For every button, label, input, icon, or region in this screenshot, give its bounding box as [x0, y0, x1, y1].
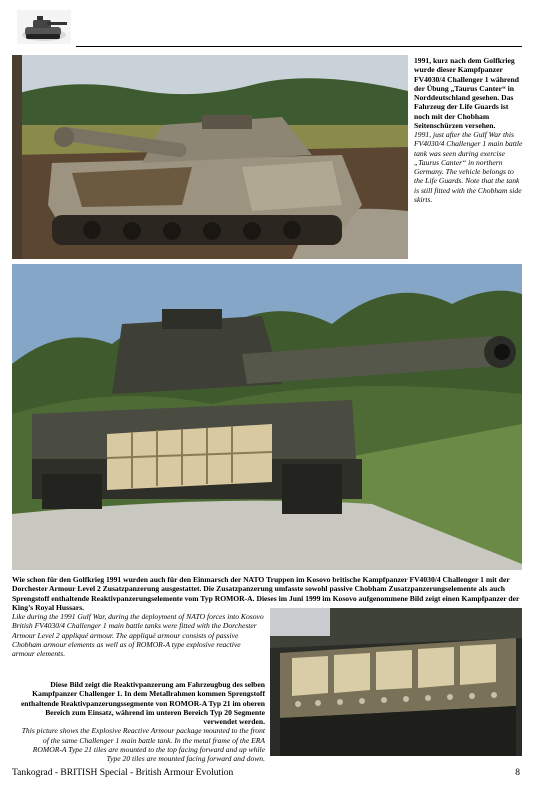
caption-top-de: 1991, kurz nach dem Golfkrieg wurde dieser Kampfpanzer FV4030/4 Challenger 1 während der Übung „Taurus Canter“ in Norddeutschland gesehen. Das Fahrzeug der Life Guards ist noch mit der Chobham Seitenschürzen versehen. [414, 56, 519, 130]
caption-top [414, 56, 524, 204]
photo-challenger-kosovo [12, 264, 522, 570]
caption-middle-en-block [12, 612, 265, 658]
caption-bottom [20, 680, 265, 763]
header-rule [76, 46, 522, 47]
caption-middle [12, 575, 524, 612]
footer-title: Tankograd - BRITISH Special - British Armour Evolution [12, 768, 234, 778]
caption-bottom-en: This picture shows the Explosive Reactive Armour package mounted to the front of the same Challenger 1 main battle tank. In the metal frame of the ERA ROMOR-A Type 21 tiles are mounted to the top facing forward and up while Type 20 tiles are mounted facing forward and down. [21, 726, 265, 763]
photo-era-closeup [270, 608, 522, 756]
page-number: 8 [515, 768, 520, 778]
caption-top-en: 1991, just after the Gulf War this FV4030/4 Challenger 1 main battle tank was seen during exercise „Taurus Canter“ in northern Germany. The vehicle belongs to the Life Guards. Note that the tank is still fitted with the Chobham side skirts. [414, 130, 523, 204]
caption-middle-en: Like during the 1991 Gulf War, during the deployment of NATO forces into Kosovo British FV4030/4 Challenger 1 main battle tanks were fitted with the Dorchester Armour Level 2 appliqué armour. The appliqué armour consists of passive Chobham armour elements as well as of ROMOR-A type explosive reactive armour elements. [12, 612, 264, 658]
caption-bottom-de: Diese Bild zeigt die Reaktivpanzerung am Fahrzeugbug des selben Kampfpanzer Challenger 1. In dem Metallrahmen kommen Sprengstoff enthaltende Reaktivpanzerungssegmente von ROMOR-A Typ 21 im oberen Bereich zum Einsatz, während im unteren Bereich Typ 20 Segmente verwendet werden. [20, 680, 265, 726]
caption-middle-de: Wie schon für den Golfkrieg 1991 wurden auch für den Einmarsch der NATO Truppen im Kosovo britische Kampfpanzer FV4030/4 Challenger 1 mit der Dorchester Armour Level 2 Zusatzpanzerung ausgestattet. Die Zusatzpanzerung umfasste sowohl passive Chobham Zusatzpanzerungselemente als auch Sprengstoff enthaltende Reaktivpanzerungselemente vom Typ ROMOR-A. Dieses im Juni 1999 im Kosovo aufgenommene Bild zeigt einen Kampfpanzer der King’s Royal Hussars. [12, 575, 520, 612]
photo-challenger-exercise [12, 55, 408, 259]
header-tank-logo [17, 10, 71, 44]
